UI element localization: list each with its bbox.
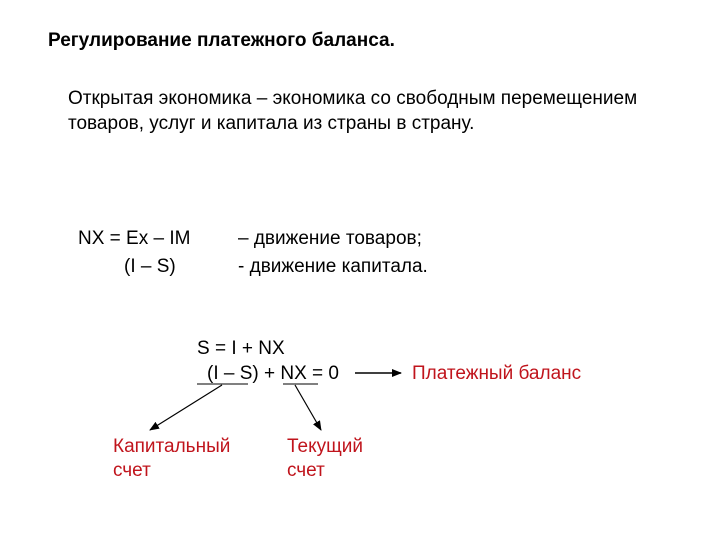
- definition-line-1: Открытая экономика – экономика со свободным перемещением: [68, 88, 638, 109]
- arrow-to-capital-account: [150, 385, 222, 430]
- page-title: Регулирование платежного баланса.: [48, 30, 395, 51]
- capital-account-label-1: Капитальный: [113, 436, 231, 457]
- is-term: (I – S): [124, 256, 176, 277]
- nx-equation: NX = Ex – IM: [78, 228, 191, 249]
- arrow-to-current-account: [295, 385, 321, 430]
- balance-equation: (I – S) + NX = 0: [207, 363, 339, 384]
- balance-of-payments-label: Платежный баланс: [412, 363, 582, 384]
- current-account-label-1: Текущий: [287, 436, 363, 457]
- nx-description: – движение товаров;: [238, 228, 422, 249]
- current-account-label-2: счет: [287, 460, 325, 481]
- capital-account-label-2: счет: [113, 460, 151, 481]
- is-description: - движение капитала.: [238, 256, 428, 277]
- identity-equation: S = I + NX: [197, 338, 285, 359]
- definition-line-2: товаров, услуг и капитала из страны в страну.: [68, 113, 475, 134]
